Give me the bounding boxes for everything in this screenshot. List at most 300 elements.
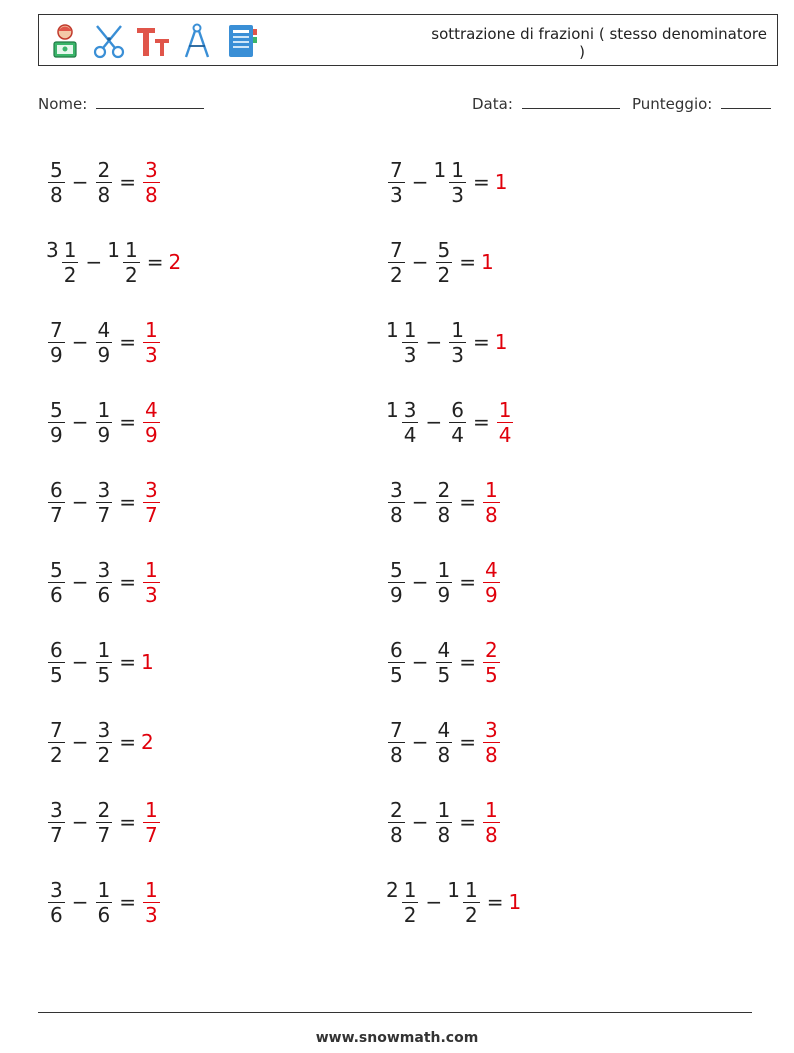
worksheet-title (397, 25, 767, 61)
answer (495, 170, 509, 194)
denominator: 5 (97, 662, 111, 687)
answer (141, 878, 162, 927)
name-blank-line[interactable] (96, 94, 204, 109)
operand (46, 638, 67, 687)
operand (434, 238, 455, 287)
operand (386, 878, 420, 927)
whole-number: 1 (447, 877, 460, 902)
denominator: 5 (485, 662, 498, 687)
whole-number: 1 (494, 170, 508, 194)
fraction (96, 638, 113, 687)
fraction (62, 238, 79, 287)
denominator: 4 (451, 422, 464, 447)
whole-number: 1 (481, 250, 494, 274)
denominator: 2 (50, 742, 63, 767)
minus-sign: − (425, 890, 443, 914)
fraction (436, 238, 453, 287)
fraction (96, 718, 113, 767)
operand (434, 158, 468, 207)
denominator: 7 (50, 502, 63, 527)
numerator: 2 (97, 157, 111, 182)
numerator: 4 (145, 397, 158, 422)
numerator: 3 (50, 877, 63, 902)
problem-row (386, 382, 522, 462)
name-field (38, 94, 204, 113)
denominator: 8 (437, 502, 451, 527)
fraction (143, 158, 160, 207)
operand (46, 558, 67, 607)
answer (141, 798, 162, 847)
answer (141, 398, 162, 447)
equals-sign: = (459, 570, 476, 594)
fraction (123, 238, 140, 287)
numerator: 1 (124, 237, 138, 262)
numerator: 6 (50, 637, 63, 662)
denominator: 8 (97, 182, 111, 207)
denominator: 3 (145, 582, 158, 607)
minus-sign: − (411, 250, 429, 274)
denominator: 2 (97, 742, 111, 767)
equals-sign: = (119, 650, 136, 674)
fraction (48, 638, 65, 687)
fraction (96, 478, 113, 527)
operand (386, 718, 407, 767)
minus-sign: − (425, 410, 443, 434)
operand (46, 478, 67, 527)
answer (481, 798, 502, 847)
answer (481, 558, 502, 607)
fraction (449, 318, 466, 367)
numerator: 5 (437, 237, 451, 262)
fraction (388, 158, 405, 207)
equals-sign: = (119, 730, 136, 754)
denominator: 2 (124, 262, 138, 287)
answer (141, 558, 162, 607)
operand (386, 478, 407, 527)
operand (94, 878, 115, 927)
denominator: 7 (97, 502, 111, 527)
whole-number: 2 (168, 250, 182, 274)
fraction (388, 638, 405, 687)
numerator: 1 (145, 797, 158, 822)
operand (46, 878, 67, 927)
worksheet-title-line2: ) (579, 43, 585, 61)
equals-sign: = (459, 810, 476, 834)
numerator: 2 (390, 797, 403, 822)
numerator: 1 (145, 317, 158, 342)
denominator: 8 (437, 822, 451, 847)
numerator: 1 (145, 557, 158, 582)
minus-sign: − (85, 250, 103, 274)
numerator: 3 (97, 717, 111, 742)
numerator: 2 (485, 637, 498, 662)
minus-sign: − (71, 810, 89, 834)
problem-row (386, 302, 522, 382)
text-type-icon (135, 22, 171, 60)
denominator: 5 (50, 662, 63, 687)
minus-sign: − (71, 490, 89, 514)
denominator: 9 (50, 422, 63, 447)
drafting-compass-icon (179, 22, 215, 60)
equals-sign: = (459, 490, 476, 514)
operand (94, 718, 115, 767)
operand (434, 718, 455, 767)
denominator: 5 (437, 662, 451, 687)
operand (107, 238, 141, 287)
fraction (483, 558, 500, 607)
problem-row (386, 222, 522, 302)
problem-row (386, 782, 522, 862)
numerator: 7 (390, 717, 403, 742)
fraction (96, 798, 113, 847)
numerator: 2 (97, 797, 111, 822)
fraction (436, 798, 453, 847)
denominator: 8 (390, 502, 403, 527)
fraction (143, 878, 160, 927)
denominator: 6 (97, 582, 111, 607)
equals-sign: = (119, 170, 136, 194)
numerator: 1 (485, 797, 498, 822)
operand (94, 158, 115, 207)
whole-number: 1 (386, 317, 399, 342)
person-at-laptop-icon (47, 22, 83, 60)
denominator: 6 (97, 902, 111, 927)
fraction (48, 558, 65, 607)
footer-url: www.snowmath.com (315, 1030, 479, 1046)
fraction (483, 478, 500, 527)
problem-row (386, 862, 522, 942)
answer (508, 890, 522, 914)
fraction (388, 478, 405, 527)
denominator: 7 (145, 822, 158, 847)
date-blank-line[interactable] (522, 94, 620, 109)
equals-sign: = (119, 490, 136, 514)
fraction (388, 798, 405, 847)
fraction (48, 478, 65, 527)
problem-row (386, 462, 522, 542)
denominator: 9 (485, 582, 498, 607)
fraction (402, 318, 419, 367)
numerator: 1 (451, 157, 464, 182)
footer-divider (38, 1012, 752, 1013)
equals-sign: = (472, 170, 490, 194)
fraction (48, 158, 65, 207)
operand (434, 558, 455, 607)
operand (386, 638, 407, 687)
fraction (143, 398, 160, 447)
numerator: 5 (50, 157, 63, 182)
equals-sign: = (459, 650, 476, 674)
minus-sign: − (411, 170, 429, 194)
denominator: 4 (403, 422, 417, 447)
equals-sign: = (459, 730, 476, 754)
numerator: 1 (63, 237, 77, 262)
equals-sign: = (486, 890, 504, 914)
equals-sign: = (119, 890, 136, 914)
equals-sign: = (119, 570, 136, 594)
operand (434, 638, 455, 687)
problem-row (46, 142, 182, 222)
fraction (143, 478, 160, 527)
numerator: 7 (50, 317, 63, 342)
problem-row (46, 782, 182, 862)
numerator: 1 (451, 317, 464, 342)
numerator: 4 (437, 717, 451, 742)
numerator: 1 (437, 797, 451, 822)
operand (46, 238, 80, 287)
denominator: 8 (437, 742, 451, 767)
equals-sign: = (472, 330, 490, 354)
operand (386, 158, 407, 207)
denominator: 6 (50, 902, 63, 927)
score-label: Punteggio: (632, 95, 713, 113)
answer (495, 398, 516, 447)
equals-sign: = (459, 250, 476, 274)
operand (434, 478, 455, 527)
equals-sign: = (472, 410, 490, 434)
numerator: 3 (145, 157, 158, 182)
problem-row (46, 222, 182, 302)
denominator: 2 (403, 902, 417, 927)
answer (141, 478, 162, 527)
operand (94, 478, 115, 527)
fraction (402, 398, 419, 447)
denominator: 2 (464, 902, 478, 927)
numerator: 3 (145, 477, 158, 502)
denominator: 3 (451, 182, 464, 207)
whole-number: 1 (494, 330, 508, 354)
numerator: 3 (390, 477, 403, 502)
denominator: 8 (390, 742, 403, 767)
denominator: 8 (50, 182, 63, 207)
equals-sign: = (146, 250, 164, 274)
numerator: 7 (50, 717, 63, 742)
whole-number: 1 (141, 650, 154, 674)
fraction (143, 318, 160, 367)
whole-number: 1 (433, 157, 447, 182)
denominator: 9 (390, 582, 403, 607)
date-field (472, 94, 620, 113)
numerator: 5 (390, 557, 403, 582)
minus-sign: − (411, 810, 429, 834)
numerator: 1 (498, 397, 512, 422)
denominator: 9 (437, 582, 451, 607)
fraction (449, 398, 466, 447)
fraction (48, 318, 65, 367)
minus-sign: − (71, 890, 89, 914)
numerator: 1 (485, 477, 498, 502)
minus-sign: − (71, 330, 89, 354)
problems-column-left (46, 142, 182, 942)
operand (447, 878, 481, 927)
denominator: 6 (50, 582, 63, 607)
denominator: 2 (63, 262, 77, 287)
fraction (48, 398, 65, 447)
numerator: 6 (390, 637, 403, 662)
answer (495, 330, 509, 354)
problem-row (386, 542, 522, 622)
numerator: 3 (97, 477, 111, 502)
minus-sign: − (71, 410, 89, 434)
worksheet-header (38, 14, 778, 66)
score-field (632, 94, 771, 113)
answer (481, 718, 502, 767)
problem-row (46, 462, 182, 542)
operand (94, 398, 115, 447)
fraction (449, 158, 466, 207)
numerator: 1 (464, 877, 478, 902)
name-label: Nome: (38, 95, 88, 113)
operand (386, 798, 407, 847)
scissors-icon (91, 22, 127, 60)
fraction (143, 558, 160, 607)
answer (481, 478, 502, 527)
equals-sign: = (119, 330, 136, 354)
operand (386, 318, 420, 367)
fraction (143, 798, 160, 847)
operand (386, 238, 407, 287)
numerator: 1 (437, 557, 451, 582)
minus-sign: − (411, 730, 429, 754)
numerator: 1 (403, 877, 417, 902)
denominator: 3 (451, 342, 464, 367)
operand (46, 718, 67, 767)
problems-column-right (386, 142, 522, 942)
numerator: 1 (145, 877, 158, 902)
denominator: 8 (485, 742, 498, 767)
denominator: 8 (485, 822, 498, 847)
denominator: 3 (390, 182, 403, 207)
denominator: 9 (50, 342, 63, 367)
numerator: 4 (97, 317, 111, 342)
problem-row (386, 702, 522, 782)
fraction (402, 878, 419, 927)
operand (46, 398, 67, 447)
minus-sign: − (411, 570, 429, 594)
minus-sign: − (71, 730, 89, 754)
problem-row (46, 702, 182, 782)
operand (46, 798, 67, 847)
problem-row (46, 302, 182, 382)
denominator: 4 (498, 422, 512, 447)
header-icons (47, 21, 259, 61)
score-blank-line[interactable] (721, 94, 771, 109)
whole-number: 1 (107, 237, 120, 262)
denominator: 8 (145, 182, 158, 207)
denominator: 8 (390, 822, 403, 847)
fraction (388, 718, 405, 767)
whole-number: 3 (46, 237, 59, 262)
problem-row (46, 622, 182, 702)
equals-sign: = (119, 410, 136, 434)
minus-sign: − (411, 650, 429, 674)
fraction (463, 878, 480, 927)
operand (94, 638, 115, 687)
numerator: 1 (97, 397, 111, 422)
operand (447, 318, 468, 367)
numerator: 6 (451, 397, 464, 422)
numerator: 1 (97, 637, 111, 662)
fraction (48, 798, 65, 847)
operand (434, 798, 455, 847)
fraction (96, 318, 113, 367)
fraction (483, 638, 500, 687)
problem-row (46, 862, 182, 942)
whole-number: 2 (141, 730, 154, 754)
answer (168, 250, 182, 274)
operand (94, 558, 115, 607)
equals-sign: = (119, 810, 136, 834)
notebook-icon (223, 22, 259, 60)
operand (386, 398, 420, 447)
fraction (96, 398, 113, 447)
fraction (388, 558, 405, 607)
answer (141, 730, 155, 754)
answer (141, 650, 155, 674)
denominator: 8 (485, 502, 498, 527)
numerator: 2 (437, 477, 451, 502)
worksheet-title-line1: sottrazione di frazioni ( stesso denominatore (431, 25, 767, 43)
minus-sign: − (71, 170, 89, 194)
denominator: 7 (145, 502, 158, 527)
operand (386, 558, 407, 607)
denominator: 7 (97, 822, 111, 847)
fraction (436, 478, 453, 527)
operand (46, 318, 67, 367)
date-label: Data: (472, 95, 513, 113)
answer (481, 250, 495, 274)
problem-row (46, 382, 182, 462)
fraction (96, 158, 113, 207)
minus-sign: − (71, 650, 89, 674)
fraction (48, 878, 65, 927)
denominator: 5 (390, 662, 403, 687)
fraction (436, 718, 453, 767)
problem-row (386, 142, 522, 222)
denominator: 3 (403, 342, 417, 367)
numerator: 3 (97, 557, 111, 582)
fraction (483, 798, 500, 847)
denominator: 2 (390, 262, 403, 287)
numerator: 7 (390, 157, 403, 182)
answer (481, 638, 502, 687)
numerator: 4 (437, 637, 451, 662)
fraction (436, 558, 453, 607)
whole-number: 1 (386, 397, 399, 422)
answer (141, 318, 162, 367)
problem-row (386, 622, 522, 702)
operand (46, 158, 67, 207)
whole-number: 2 (386, 877, 399, 902)
denominator: 2 (437, 262, 451, 287)
numerator: 3 (403, 397, 417, 422)
minus-sign: − (411, 490, 429, 514)
numerator: 3 (485, 717, 498, 742)
numerator: 4 (485, 557, 498, 582)
fraction (436, 638, 453, 687)
numerator: 7 (390, 237, 403, 262)
numerator: 6 (50, 477, 63, 502)
fraction (388, 238, 405, 287)
fraction (48, 718, 65, 767)
fraction (96, 558, 113, 607)
whole-number: 1 (508, 890, 522, 914)
fraction (497, 398, 514, 447)
minus-sign: − (71, 570, 89, 594)
denominator: 3 (145, 902, 158, 927)
numerator: 1 (403, 317, 417, 342)
denominator: 9 (97, 422, 111, 447)
